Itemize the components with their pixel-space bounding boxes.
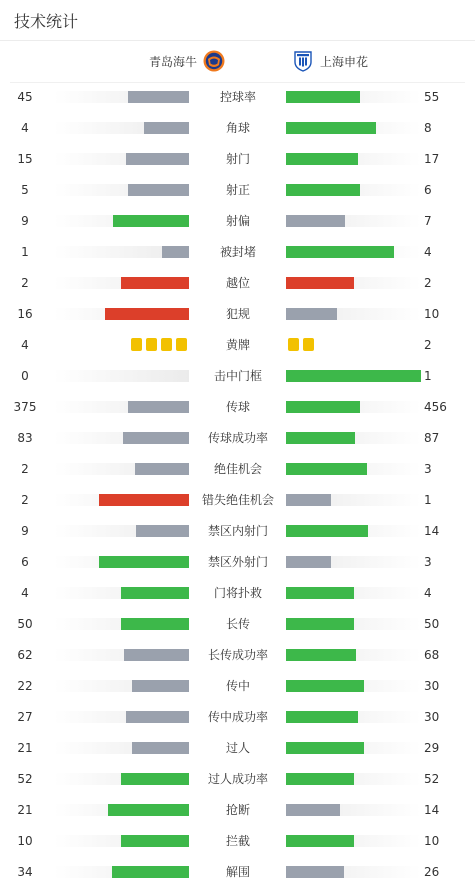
- home-value: 22: [17, 679, 33, 693]
- stat-row: [0, 768, 475, 790]
- home-value: 1: [21, 245, 29, 259]
- away-bar: [286, 277, 354, 289]
- away-bar: [286, 432, 355, 444]
- away-bar: [286, 711, 358, 723]
- away-value: 29: [424, 741, 440, 755]
- stat-row: [0, 210, 475, 232]
- home-bar: [135, 463, 189, 475]
- home-value: 4: [21, 121, 29, 135]
- away-value: 10: [424, 834, 440, 848]
- home-bar-track: [54, 432, 189, 444]
- away-value: 7: [424, 214, 432, 228]
- home-bar-track: [54, 711, 189, 723]
- home-bar-track: [54, 556, 189, 568]
- home-bar-track: [54, 773, 189, 785]
- away-bar-track: [286, 525, 421, 537]
- home-value: 9: [21, 524, 29, 538]
- away-bar: [286, 556, 331, 568]
- home-bar-track: [54, 680, 189, 692]
- home-bar: [128, 91, 189, 103]
- yellow-card-icon: [146, 338, 157, 351]
- away-value: 10: [424, 307, 440, 321]
- home-bar-track: [54, 618, 189, 630]
- away-bar: [286, 463, 367, 475]
- stat-label: 长传: [225, 617, 250, 631]
- away-bar: [286, 401, 360, 413]
- title-bar: [0, 0, 475, 40]
- stat-row: [0, 396, 475, 418]
- home-bar: [132, 742, 189, 754]
- away-bar-track: [286, 370, 421, 382]
- stat-row: [0, 613, 475, 635]
- stat-row: [0, 365, 475, 387]
- home-bar-track: [54, 215, 189, 227]
- home-value: 5: [21, 183, 29, 197]
- yellow-card-icon: [176, 338, 187, 351]
- stat-label: 越位: [225, 276, 250, 290]
- stat-row: [0, 241, 475, 263]
- stat-row: [0, 675, 475, 697]
- away-bar-track: [286, 587, 421, 599]
- stat-label: 传球: [225, 400, 250, 414]
- away-bar-track: [286, 463, 421, 475]
- stat-row: [0, 334, 475, 356]
- stat-row: [0, 644, 475, 666]
- home-value: 2: [21, 462, 29, 476]
- home-value: 62: [17, 648, 33, 662]
- home-value: 10: [17, 834, 33, 848]
- home-value: 52: [17, 772, 33, 786]
- stat-label: 过人: [225, 741, 250, 755]
- home-bar-track: [54, 308, 189, 320]
- stat-row: [0, 737, 475, 759]
- home-bar: [105, 308, 189, 320]
- away-bar: [286, 215, 345, 227]
- home-bar-track: [54, 153, 189, 165]
- away-bar-track: [286, 773, 421, 785]
- shanghai-shenhua-crest-icon: [292, 50, 314, 72]
- away-value: 30: [424, 710, 440, 724]
- stat-row: [0, 303, 475, 325]
- away-bar: [286, 91, 360, 103]
- away-bar: [286, 742, 364, 754]
- stat-label: 黄牌: [225, 338, 250, 352]
- away-team[interactable]: [292, 50, 368, 72]
- home-bar: [128, 184, 189, 196]
- stat-label: 禁区内射门: [207, 524, 268, 538]
- stat-label: 过人成功率: [207, 772, 268, 786]
- away-yellow-cards: [286, 338, 316, 351]
- home-bar: [144, 122, 189, 134]
- home-value: 2: [21, 276, 29, 290]
- away-bar: [286, 184, 360, 196]
- away-bar-track: [286, 494, 421, 506]
- away-bar: [286, 587, 354, 599]
- stat-row: [0, 427, 475, 449]
- away-value: 6: [424, 183, 432, 197]
- stat-label: 错失绝佳机会: [201, 493, 274, 507]
- home-bar: [99, 556, 189, 568]
- home-bar-track: [54, 463, 189, 475]
- away-bar: [286, 525, 368, 537]
- page-title: 技术统计: [14, 12, 79, 31]
- away-value: 17: [424, 152, 440, 166]
- stat-label: 射正: [225, 183, 250, 197]
- home-value: 27: [17, 710, 33, 724]
- home-bar-track: [54, 91, 189, 103]
- home-value: 0: [21, 369, 29, 383]
- away-bar: [286, 122, 376, 134]
- away-value: 456: [424, 400, 447, 414]
- away-value: 8: [424, 121, 432, 135]
- home-bar-track: [54, 122, 189, 134]
- home-bar: [112, 866, 189, 878]
- stat-row: [0, 861, 475, 883]
- stat-label: 门将扑救: [213, 586, 262, 600]
- stat-row: [0, 799, 475, 821]
- stat-row: [0, 489, 475, 511]
- stat-label: 射门: [225, 152, 250, 166]
- home-bar: [128, 401, 189, 413]
- away-bar-track: [286, 308, 421, 320]
- home-team[interactable]: [149, 50, 225, 72]
- home-value: 21: [17, 741, 33, 755]
- stat-label: 绝佳机会: [213, 462, 262, 476]
- yellow-card-icon: [161, 338, 172, 351]
- home-bar: [121, 835, 189, 847]
- home-bar-track: [54, 401, 189, 413]
- away-bar: [286, 804, 340, 816]
- away-bar-track: [286, 804, 421, 816]
- home-bar: [121, 618, 189, 630]
- team-header: [0, 44, 475, 78]
- away-bar: [286, 618, 354, 630]
- away-bar: [286, 494, 331, 506]
- away-value: 3: [424, 555, 432, 569]
- away-bar-track: [286, 122, 421, 134]
- stat-row: [0, 582, 475, 604]
- away-value: 2: [424, 338, 432, 352]
- away-bar: [286, 835, 354, 847]
- away-value: 4: [424, 586, 432, 600]
- away-bar: [286, 246, 394, 258]
- home-value: 9: [21, 214, 29, 228]
- away-value: 1: [424, 493, 432, 507]
- stat-row: [0, 179, 475, 201]
- away-value: 55: [424, 90, 440, 104]
- home-value: 16: [17, 307, 33, 321]
- away-bar-track: [286, 184, 421, 196]
- stat-label: 被封堵: [219, 245, 256, 259]
- away-bar: [286, 649, 356, 661]
- stat-label: 角球: [225, 121, 250, 135]
- stat-label: 长传成功率: [207, 648, 268, 662]
- home-value: 4: [21, 338, 29, 352]
- stat-label: 控球率: [219, 90, 256, 104]
- home-bar-track: [54, 804, 189, 816]
- yellow-card-icon: [131, 338, 142, 351]
- home-value: 2: [21, 493, 29, 507]
- home-value: 375: [13, 400, 37, 414]
- away-bar-track: [286, 711, 421, 723]
- stat-label: 犯规: [225, 307, 250, 321]
- away-value: 3: [424, 462, 432, 476]
- away-value: 14: [424, 803, 440, 817]
- stat-row: [0, 148, 475, 170]
- stat-label: 传中成功率: [207, 710, 268, 724]
- stat-label: 禁区外射门: [207, 555, 268, 569]
- away-bar: [286, 153, 358, 165]
- title-divider: [0, 40, 475, 41]
- away-bar-track: [286, 649, 421, 661]
- home-bar-track: [54, 525, 189, 537]
- stat-row: [0, 830, 475, 852]
- away-bar: [286, 370, 421, 382]
- home-bar: [108, 804, 189, 816]
- home-bar-track: [54, 184, 189, 196]
- yellow-card-icon: [303, 338, 314, 351]
- home-bar-track: [54, 835, 189, 847]
- home-value: 83: [17, 431, 33, 445]
- home-bar: [162, 246, 189, 258]
- home-bar-track: [54, 277, 189, 289]
- home-value: 34: [17, 865, 33, 879]
- away-value: 50: [424, 617, 440, 631]
- home-bar: [121, 277, 189, 289]
- stat-row: [0, 458, 475, 480]
- away-bar-track: [286, 277, 421, 289]
- home-value: 50: [17, 617, 33, 631]
- away-bar-track: [286, 91, 421, 103]
- away-bar-track: [286, 742, 421, 754]
- away-value: 26: [424, 865, 440, 879]
- home-bar-track: [54, 742, 189, 754]
- home-bar: [132, 680, 189, 692]
- home-bar-track: [54, 370, 189, 382]
- yellow-card-icon: [288, 338, 299, 351]
- qingdao-hainiu-crest-icon: [203, 50, 225, 72]
- home-value: 6: [21, 555, 29, 569]
- away-bar-track: [286, 401, 421, 413]
- home-bar: [121, 587, 189, 599]
- away-value: 1: [424, 369, 432, 383]
- home-bar-track: [54, 649, 189, 661]
- away-bar-track: [286, 680, 421, 692]
- away-bar-track: [286, 835, 421, 847]
- away-bar: [286, 866, 344, 878]
- home-bar: [136, 525, 189, 537]
- home-bar: [124, 649, 189, 661]
- away-value: 52: [424, 772, 440, 786]
- away-bar-track: [286, 618, 421, 630]
- away-bar-track: [286, 556, 421, 568]
- home-bar: [121, 773, 189, 785]
- home-value: 45: [17, 90, 33, 104]
- stat-label: 抢断: [225, 803, 250, 817]
- away-bar: [286, 680, 364, 692]
- team-divider: [10, 82, 465, 83]
- away-bar: [286, 308, 337, 320]
- home-value: 4: [21, 586, 29, 600]
- away-value: 14: [424, 524, 440, 538]
- away-value: 30: [424, 679, 440, 693]
- stat-row: [0, 272, 475, 294]
- away-bar-track: [286, 432, 421, 444]
- stat-row: [0, 86, 475, 108]
- away-bar: [286, 773, 354, 785]
- home-bar: [126, 153, 189, 165]
- stat-label: 拦截: [225, 834, 250, 848]
- home-bar: [99, 494, 189, 506]
- stat-row: [0, 117, 475, 139]
- away-bar-track: [286, 866, 421, 878]
- home-bar-track: [54, 587, 189, 599]
- home-bar: [113, 215, 189, 227]
- home-bar: [123, 432, 189, 444]
- home-bar: [126, 711, 189, 723]
- stat-row: [0, 520, 475, 542]
- home-bar-track: [54, 866, 189, 878]
- home-team-name: 青岛海牛: [148, 54, 197, 69]
- away-bar-track: [286, 153, 421, 165]
- stat-label: 解围: [225, 865, 250, 879]
- stat-row: [0, 706, 475, 728]
- away-value: 4: [424, 245, 432, 259]
- away-value: 2: [424, 276, 432, 290]
- away-value: 68: [424, 648, 440, 662]
- home-value: 15: [17, 152, 33, 166]
- away-value: 87: [424, 431, 440, 445]
- stat-label: 击中门框: [213, 369, 262, 383]
- home-value: 21: [17, 803, 33, 817]
- stat-label: 传球成功率: [207, 431, 268, 445]
- stat-label: 射偏: [225, 214, 250, 228]
- home-bar-track: [54, 246, 189, 258]
- away-bar-track: [286, 246, 421, 258]
- home-bar-track: [54, 494, 189, 506]
- stat-row: [0, 551, 475, 573]
- away-team-name: 上海申花: [320, 54, 369, 69]
- home-yellow-cards: [129, 338, 189, 351]
- stat-label: 传中: [225, 679, 250, 693]
- away-bar-track: [286, 215, 421, 227]
